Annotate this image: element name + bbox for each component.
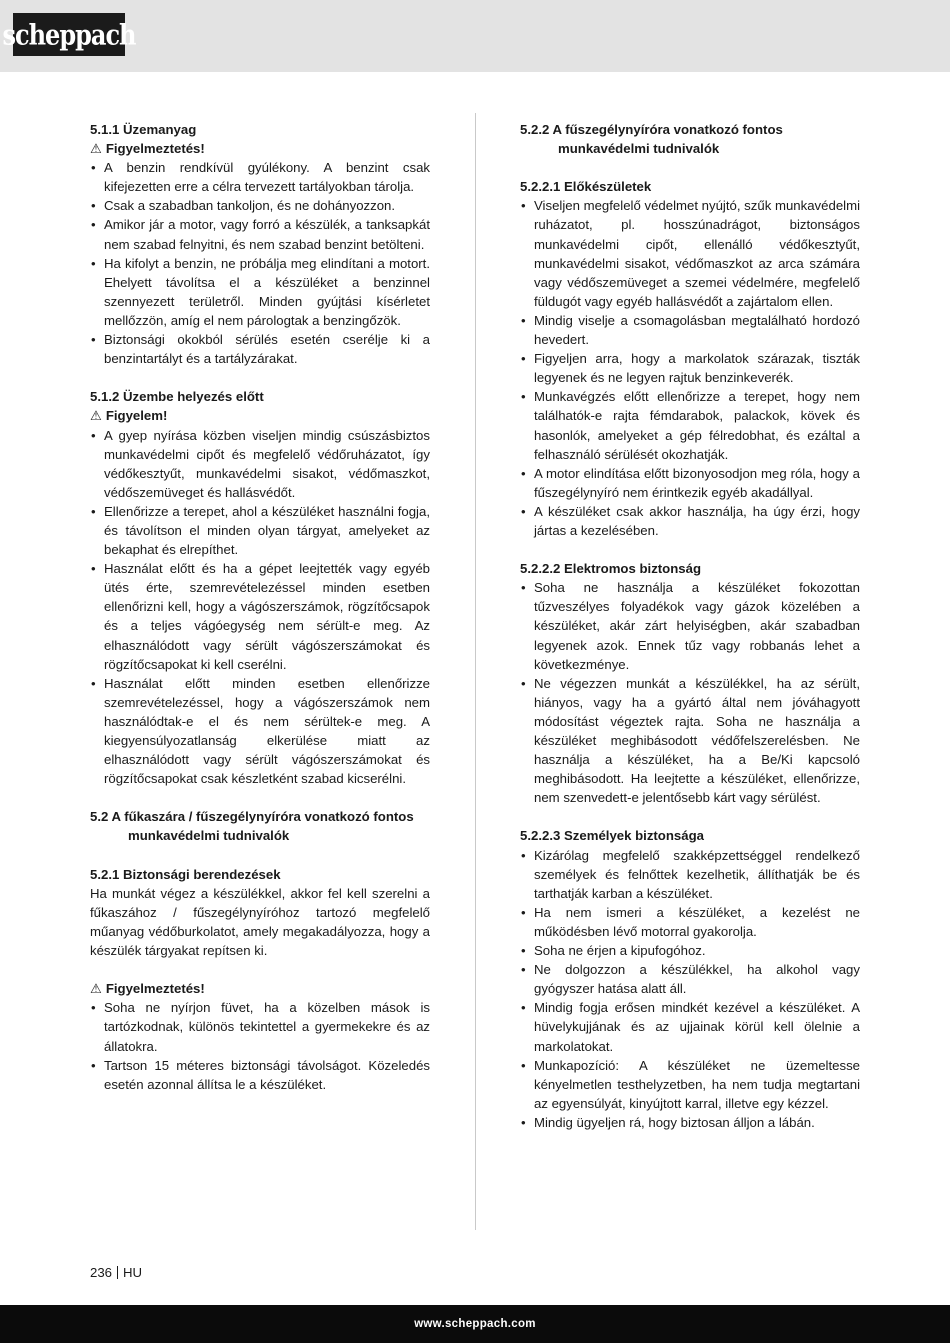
- bullet-list-5-2-2-1: [520, 196, 860, 540]
- scheppach-logo: [2, 13, 136, 56]
- bullet-list-5-1-1: [90, 158, 430, 368]
- heading-5-2: 5.2 A fűkaszára / fűszegélynyíróra vonatkozó fontos munkavédelmi tudnivalók: [90, 809, 414, 844]
- list-item: • Ha kifolyt a benzin, ne próbálja meg elindítani a motort. Ehelyett távolítsa el a készüléket a benzinnel szennyezett területről. Minden gyújtási kísérletet mellőzzön, amíg el nem párologtak a benzingőzök.: [90, 254, 430, 330]
- page-number: [90, 1265, 142, 1280]
- list-item: • Használat előtt minden esetben ellenőrizze szemrevételezéssel, hogy a vágószerszámok nem használódtak-e el és nem sérültek-e meg. A kiegyensúlyozatlanság elkerülése miatt az elhasználódott vagy sérült vágószerszámokat és rögzítőcsapokat csak készletként szabad kicserélni.: [90, 674, 430, 789]
- list-item: • Mindig ügyeljen rá, hogy biztosan álljon a lábán.: [520, 1113, 860, 1132]
- list-item: • A benzin rendkívül gyúlékony. A benzint csak kifejezetten erre a célra tervezett tartályokban tárolja.: [90, 158, 430, 196]
- list-item: • Amikor jár a motor, vagy forró a készülék, a tanksapkát nem szabad felnyitni, és nem szabad benzint betölteni.: [90, 215, 430, 253]
- list-item: • A készüléket csak akkor használja, ha úgy érzi, hogy jártas a kezelésében.: [520, 502, 860, 540]
- heading-5-2-2-2: 5.2.2.2 Elektromos biztonság: [520, 561, 702, 577]
- list-item: • Soha ne érjen a kipufogóhoz.: [520, 941, 860, 960]
- list-item: • Ellenőrizze a terepet, ahol a készüléket használni fogja, és távolítson el minden olyan tárgyat, amelyeket az bekaphat és elrepíthet.: [90, 502, 430, 559]
- list-item: • Mindig viselje a csomagolásban megtalálható hordozó hevedert.: [520, 311, 860, 349]
- bullet-list-5-2-1: [90, 998, 430, 1093]
- column-divider: [475, 113, 476, 1230]
- website-link[interactable]: www.scheppach.com: [414, 1318, 536, 1330]
- list-item: • Munkavégzés előtt ellenőrizze a terepet, hogy nem találhatók-e rajta fémdarabok, palackok, kövek és hasonlók, amelyeket a gép félredobhat, és ezáltal a felhasználó sérülését okozhatják.: [520, 387, 860, 463]
- warning-triangle-icon: ⚠: [90, 408, 102, 424]
- list-item: • Használat előtt és ha a gépet leejtették vagy egyéb ütés érte, szemrevételezéssel minden esetben ellenőrizni kell, hogy a vágószerszámok, rögzítőcsapok és a teljes vágóegység nem sérült-e meg. Az elhasználódott vagy sérült vágószerszámokat és rögzítőcsapokat ki kell cserélni.: [90, 559, 430, 674]
- heading-5-2-2: 5.2.2 A fűszegélynyíróra vonatkozó fontos munkavédelmi tudnivalók: [520, 122, 783, 157]
- page-number-value: 236: [90, 1265, 113, 1280]
- list-item: • Figyeljen arra, hogy a markolatok szárazak, tiszták legyenek és ne legyen rajtuk benzinkeverék.: [520, 349, 860, 387]
- list-item: • Mindig fogja erősen mindkét kezével a készüléket. A hüvelykujjának és az ujjainak körül kell ölelnie a markolatokat.: [520, 998, 860, 1055]
- warning-heading: ⚠ Figyelmeztetés!: [90, 981, 205, 997]
- list-item: • Tartson 15 méteres biztonsági távolságot. Közeledés esetén azonnal állítsa le a készüléket.: [90, 1056, 430, 1094]
- list-item: • Biztonsági okokból sérülés esetén cserélje ki a benzintartályt és a tartályzárakat.: [90, 330, 430, 368]
- list-item: • Viseljen megfelelő védelmet nyújtó, szűk munkavédelmi ruházatot, pl. hosszúnadrágot, biztonságos munkavédelmi cipőt, ellenálló védőkesztyűt, munkavédelmi sisakot, védőmaszkot az arca számára vagy védőszemüveget a szemei védelmére, megfelelő füldugót vagy egyéb hallásvédőt a zajártalom ellen.: [520, 196, 860, 311]
- list-item: • Ne végezzen munkát a készülékkel, ha az sérült, hiányos, vagy ha a gyártó által nem jóváhagyott módosítást végeztek rajta. Soha ne használja a készüléket meghibásodott védőfelszerelésben. Ne használja a készüléket, ha a Be/Ki kapcsoló meghibásodott. Ha leejtette a készüléket, ellenőrizze, nem szenvedett-e jelentősebb kárt vagy sérülést.: [520, 674, 860, 808]
- list-item: • Soha ne használja a készüléket fokozottan tűzveszélyes folyadékok vagy gázok közelében a készüléket, akár zárt helyiségben, akár szabadban legyenek azok. Ennek tűz vagy robbanás lehet a következménye.: [520, 578, 860, 673]
- heading-5-1-2: 5.1.2 Üzembe helyezés előtt: [90, 389, 264, 405]
- heading-5-2-2-3: 5.2.2.3 Személyek biztonsága: [520, 828, 704, 844]
- list-item: • Kizárólag megfelelő szakképzettséggel rendelkező személyek és felnőttek kezelhetik, állíthatják be és tarthatják karban a készüléket.: [520, 846, 860, 903]
- header-band: [0, 0, 950, 72]
- logo-text: scheppach: [2, 17, 136, 52]
- heading-5-1-1: 5.1.1 Üzemanyag: [90, 122, 197, 137]
- warning-triangle-icon: ⚠: [90, 141, 102, 157]
- list-item: • Soha ne nyírjon füvet, ha a közelben mások is tartózkodnak, különös tekintettel a gyermekekre és az állatokra.: [90, 998, 430, 1055]
- footer-band: [0, 1305, 950, 1343]
- list-item: • Ne dolgozzon a készülékkel, ha alkohol vagy gyógyszer hatása alatt áll.: [520, 960, 860, 998]
- page-language: HU: [123, 1265, 143, 1280]
- warning-triangle-icon: ⚠: [90, 981, 102, 997]
- warning-heading: ⚠ Figyelmeztetés!: [90, 141, 205, 157]
- bullet-list-5-2-2-2: [520, 578, 860, 807]
- list-item: • Munkapozíció: A készüléket ne üzemeltesse kényelmetlen testhelyzetben, ha nem tudja megtartani az egyensúlyát, kinyújtott karral, illetve egy kézzel.: [520, 1056, 860, 1113]
- heading-5-2-2-1: 5.2.2.1 Előkészületek: [520, 179, 652, 195]
- bullet-list-5-2-2-3: [520, 846, 860, 1132]
- left-column: [90, 120, 430, 1094]
- list-item: • Csak a szabadban tankoljon, és ne dohányozzon.: [90, 196, 430, 215]
- page-number-separator: [117, 1266, 118, 1279]
- bullet-list-5-1-2: [90, 426, 430, 789]
- right-column: [520, 120, 860, 1132]
- list-item: • A motor elindítása előtt bizonyosodjon meg róla, hogy a fűszegélynyíró nem érintkezik egyéb akadállyal.: [520, 464, 860, 502]
- list-item: • A gyep nyírása közben viseljen mindig csúszásbiztos munkavédelmi cipőt és megfelelő védőruházatot, így védőkesztyűt, munkavédelmi sisakot, védőmaszkot, védőszemüveget és hallásvédőt.: [90, 426, 430, 502]
- paragraph-5-2-1: Ha munkát végez a készülékkel, akkor fel kell szerelni a fűkaszához / fűszegélynyíróhoz tartozó megfelelő műanyag védőburkolatot, amely megakadályozza, hogy a készülék tárgyakat repítsen ki.: [90, 885, 430, 959]
- warning-heading: ⚠ Figyelem!: [90, 408, 168, 424]
- heading-5-2-1: 5.2.1 Biztonsági berendezések: [90, 866, 281, 882]
- list-item: • Ha nem ismeri a készüléket, a kezelést ne működésben lévő motorral gyakorolja.: [520, 903, 860, 941]
